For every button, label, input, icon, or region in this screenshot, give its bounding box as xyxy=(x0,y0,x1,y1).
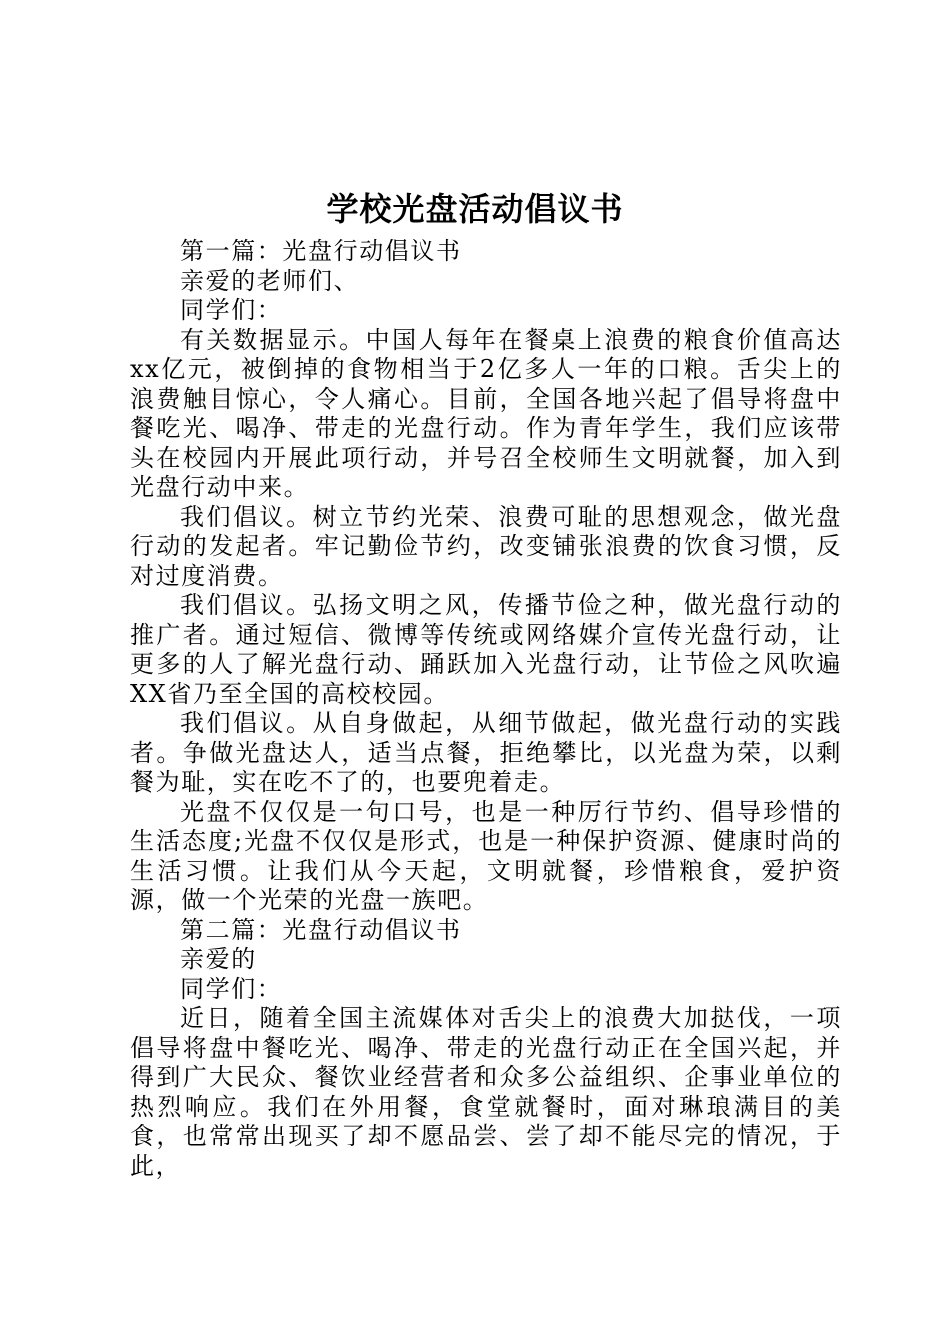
salutation-line-1: 亲爱的老师们、 xyxy=(180,266,360,295)
body-paragraph: 我们倡议。树立节约光荣、浪费可耻的思想观念，做光盘行动的发起者。牢记勤俭节约，改变铺张浪费的饮食习惯，反对过度消费。 xyxy=(130,502,842,590)
body-paragraph: 近日，随着全国主流媒体对舌尖上的浪费大加挞伐，一项倡导将盘中餐吃光、喝净、带走的光盘行动正在全国兴起，并得到广大民众、餐饮业经营者和众多公益组织、企事业单位的热烈响应。我们在外用餐，食堂就餐时，面对琳琅满目的美食，也常常出现买了却不愿品尝、尝了却不能尽完的情况，于此， xyxy=(130,1004,842,1180)
body-paragraph: 我们倡议。弘扬文明之风，传播节俭之种，做光盘行动的推广者。通过短信、微博等传统或网络媒介宣传光盘行动，让更多的人了解光盘行动、踊跃加入光盘行动，让节俭之风吹遍XX省乃至全国的高校校园。 xyxy=(130,591,842,708)
body-paragraph: 光盘不仅仅是一句口号，也是一种厉行节约、倡导珍惜的生活态度;光盘不仅仅是形式，也是一种保护资源、健康时尚的生活习惯。让我们从今天起，文明就餐，珍惜粮食，爱护资源，做一个光荣的光盘一族吧。 xyxy=(130,797,842,914)
salutation-line-4: 同学们： xyxy=(180,974,283,1003)
document-title: 学校光盘活动倡议书 xyxy=(326,190,624,228)
body-paragraph: 有关数据显示。中国人每年在餐桌上浪费的粮食价值高达xx亿元，被倒掉的食物相当于2亿多人一年的口粮。舌尖上的浪费触目惊心，令人痛心。目前，全国各地兴起了倡导将盘中餐吃光、喝净、带走的光盘行动。作为青年学生，我们应该带头在校园内开展此项行动，并号召全校师生文明就餐，加入到光盘行动中来。 xyxy=(130,325,842,501)
section-heading-1: 第一篇：光盘行动倡议书 xyxy=(180,237,462,265)
salutation-line-2: 同学们： xyxy=(180,296,283,324)
body-paragraph: 我们倡议。从自身做起，从细节做起，做光盘行动的实践者。争做光盘达人，适当点餐，拒绝攀比，以光盘为荣，以剩餐为耻，实在吃不了的，也要兜着走。 xyxy=(130,709,842,796)
salutation-line-3: 亲爱的 xyxy=(180,945,257,973)
section-heading-2: 第二篇：光盘行动倡议书 xyxy=(180,915,462,944)
document-body xyxy=(130,237,842,1181)
